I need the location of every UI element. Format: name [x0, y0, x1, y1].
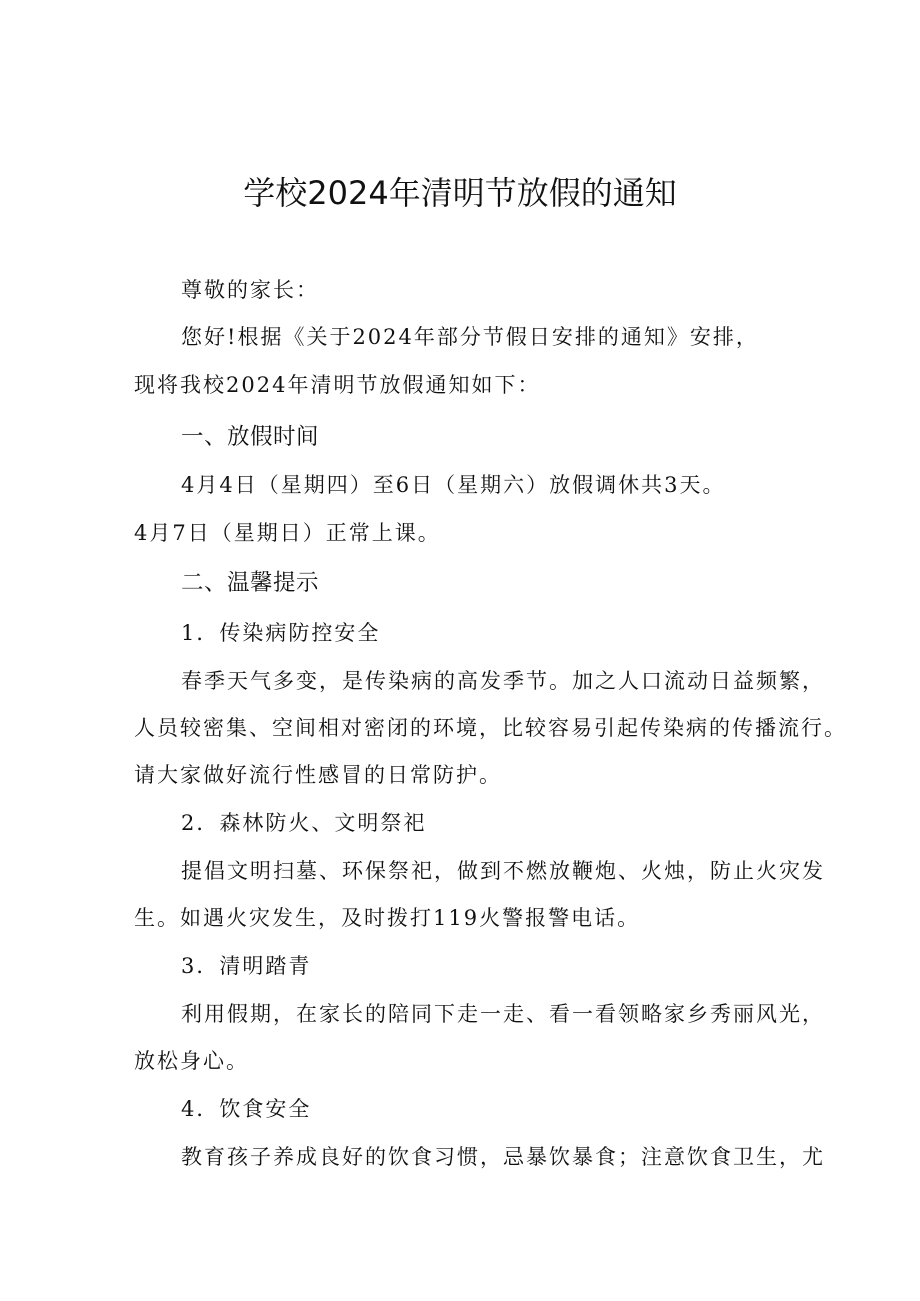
tip-3-line-1: 利用假期，在家长的陪同下走一走、看一看领略家乡秀丽风光， — [181, 1002, 825, 1026]
intro-line-1: 您好!根据《关于2024年部分节假日安排的通知》安排， — [181, 325, 759, 349]
section-heading-tips: 二、温馨提示 — [181, 570, 320, 596]
salutation: 尊敬的家长： — [181, 278, 319, 302]
tip-3-line-2: 放松身心。 — [134, 1049, 249, 1073]
tip-title-4: 4．饮食安全 — [181, 1097, 312, 1121]
intro-line-2: 现将我校2024年清明节放假通知如下： — [134, 373, 541, 397]
tip-4-line-1: 教育孩子养成良好的饮食习惯，忌暴饮暴食；注意饮食卫生，尤 — [181, 1145, 825, 1169]
tip-1-line-1: 春季天气多变，是传染病的高发季节。加之人口流动日益频繁， — [181, 669, 825, 693]
tip-title-2: 2．森林防火、文明祭祀 — [181, 811, 427, 835]
tip-2-line-1: 提倡文明扫墓、环保祭祀，做到不燃放鞭炮、火烛，防止火灾发 — [181, 859, 825, 883]
tip-title-3: 3．清明踏青 — [181, 954, 312, 978]
tip-1-line-2: 人员较密集、空间相对密闭的环境，比较容易引起传染病的传播流行。 — [134, 716, 847, 740]
holiday-time-line-2: 4月7日（星期日）正常上课。 — [134, 521, 441, 545]
page-title: 学校2024年清明节放假的通知 — [243, 174, 677, 212]
tip-2-line-2: 生。如遇火灾发生，及时拨打119火警报警电话。 — [134, 906, 641, 930]
holiday-time-line-1: 4月4日（星期四）至6日（星期六）放假调休共3天。 — [181, 473, 726, 497]
section-heading-holiday-time: 一、放假时间 — [181, 424, 320, 450]
tip-title-1: 1．传染病防控安全 — [181, 621, 381, 645]
tip-1-line-3: 请大家做好流行性感冒的日常防护。 — [134, 763, 502, 787]
